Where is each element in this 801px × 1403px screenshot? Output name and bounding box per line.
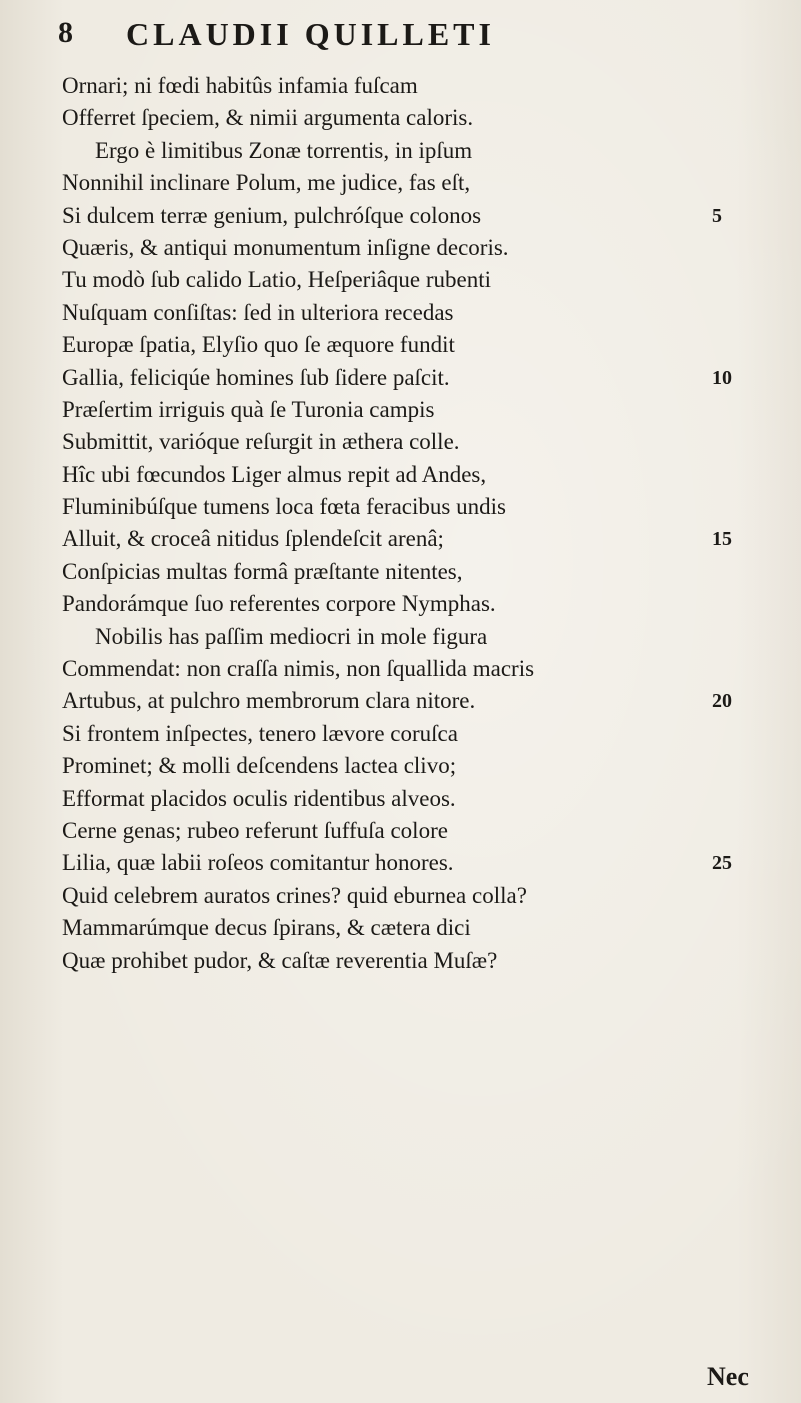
verse-line — [62, 750, 762, 782]
verse-text: Ornari; ni fœdi habitûs infamia fuſcam — [62, 73, 418, 98]
verse-line — [62, 912, 762, 944]
verse-line — [62, 200, 762, 232]
verse-line — [62, 264, 762, 296]
verse-line — [62, 297, 762, 329]
page-number: 8 — [58, 16, 73, 49]
verse-line — [62, 459, 762, 491]
verse-text: Si dulcem terræ genium, pulchróſque colonos — [62, 202, 482, 228]
verse-text: Hîc ubi fœcundos Liger almus repit ad Andes, — [62, 461, 487, 487]
verse-line — [62, 815, 762, 847]
verse-text: Europæ ſpatia, Elyſio quo ſe æquore fundit — [62, 332, 455, 358]
verse-text: Lilia, quæ labii roſeos comitantur honores. — [62, 850, 454, 876]
verse-line — [62, 718, 762, 750]
verse-text: Quæris, & antiqui monumentum inſigne decoris. — [62, 234, 509, 260]
verse-line — [62, 945, 762, 977]
running-head: CLAUDII QUILLETI — [126, 16, 495, 52]
verse-line — [62, 685, 762, 717]
verse-text: Offerret ſpeciem, & nimii argumenta caloris. — [62, 105, 474, 131]
verse-line — [62, 70, 762, 102]
verse-text: Nuſquam conſiſtas: ſed in ulteriora recedas — [62, 299, 454, 325]
verse-text: Cerne genas; rubeo referunt ſuffuſa colore — [62, 817, 448, 843]
verse-text: Si frontem inſpectes, tenero lævore coruſca — [62, 720, 458, 746]
verse-text: Submittit, varióque reſurgit in æthera colle. — [62, 429, 460, 455]
verse-line — [62, 232, 762, 264]
verse-line — [62, 167, 762, 199]
line-number: 10 — [712, 366, 732, 389]
verse-line — [62, 329, 762, 361]
verse-line — [62, 847, 762, 879]
verse-line — [62, 102, 762, 134]
verse-text: Nonnihil inclinare Polum, me judice, fas eſt, — [62, 170, 471, 196]
verse-line — [62, 588, 762, 620]
verse-line — [62, 362, 762, 394]
verse-line — [62, 783, 762, 815]
line-number: 20 — [712, 690, 732, 713]
verse-text: Prominet; & molli deſcendens lactea clivo; — [62, 753, 457, 779]
verse-line — [62, 621, 762, 653]
verse-text: Pandorámque ſuo referentes corpore Nymphas. — [62, 591, 496, 617]
verse-line — [62, 653, 762, 685]
verse-text: Quæ prohibet pudor, & caſtæ reverentia Muſæ? — [62, 947, 498, 973]
verse-line — [62, 556, 762, 588]
verse-text: Fluminibúſque tumens loca fœta feracibus undis — [62, 494, 506, 520]
verse-text: Conſpicias multas formâ præſtante nitentes, — [62, 558, 463, 584]
verse-text: Artubus, at pulchro membrorum clara nitore. — [62, 688, 476, 714]
poem-text — [62, 70, 762, 977]
line-number: 15 — [712, 528, 732, 551]
line-number: 25 — [712, 852, 732, 875]
verse-text: Quid celebrem auratos crines? quid eburnea colla? — [62, 882, 527, 908]
verse-line — [62, 135, 762, 167]
verse-text: Gallia, feliciqúe homines ſub ſidere paſcit. — [62, 364, 450, 390]
verse-text: Tu modò ſub calido Latio, Heſperiâque rubenti — [62, 267, 492, 293]
verse-text: Mammarúmque decus ſpirans, & cætera dici — [62, 915, 471, 941]
verse-line — [62, 523, 762, 555]
verse-text: Ergo è limitibus Zonæ torrentis, in ipſum — [95, 137, 473, 163]
verse-text: Præſertim irriguis quà ſe Turonia campis — [62, 396, 435, 422]
verse-line — [62, 426, 762, 458]
verse-text: Commendat: non craſſa nimis, non ſquallida macris — [62, 656, 535, 682]
verse-text: Efformat placidos oculis ridentibus alveos. — [62, 785, 456, 811]
verse-line — [62, 394, 762, 426]
verse-line — [62, 491, 762, 523]
line-number: 5 — [712, 204, 722, 227]
page-header — [58, 16, 778, 68]
catchword: Nec — [707, 1362, 749, 1391]
verse-text: Nobilis has paſſim mediocri in mole figura — [95, 623, 488, 649]
verse-line — [62, 880, 762, 912]
verse-text: Alluit, & croceâ nitidus ſplendeſcit arenâ; — [62, 526, 444, 552]
